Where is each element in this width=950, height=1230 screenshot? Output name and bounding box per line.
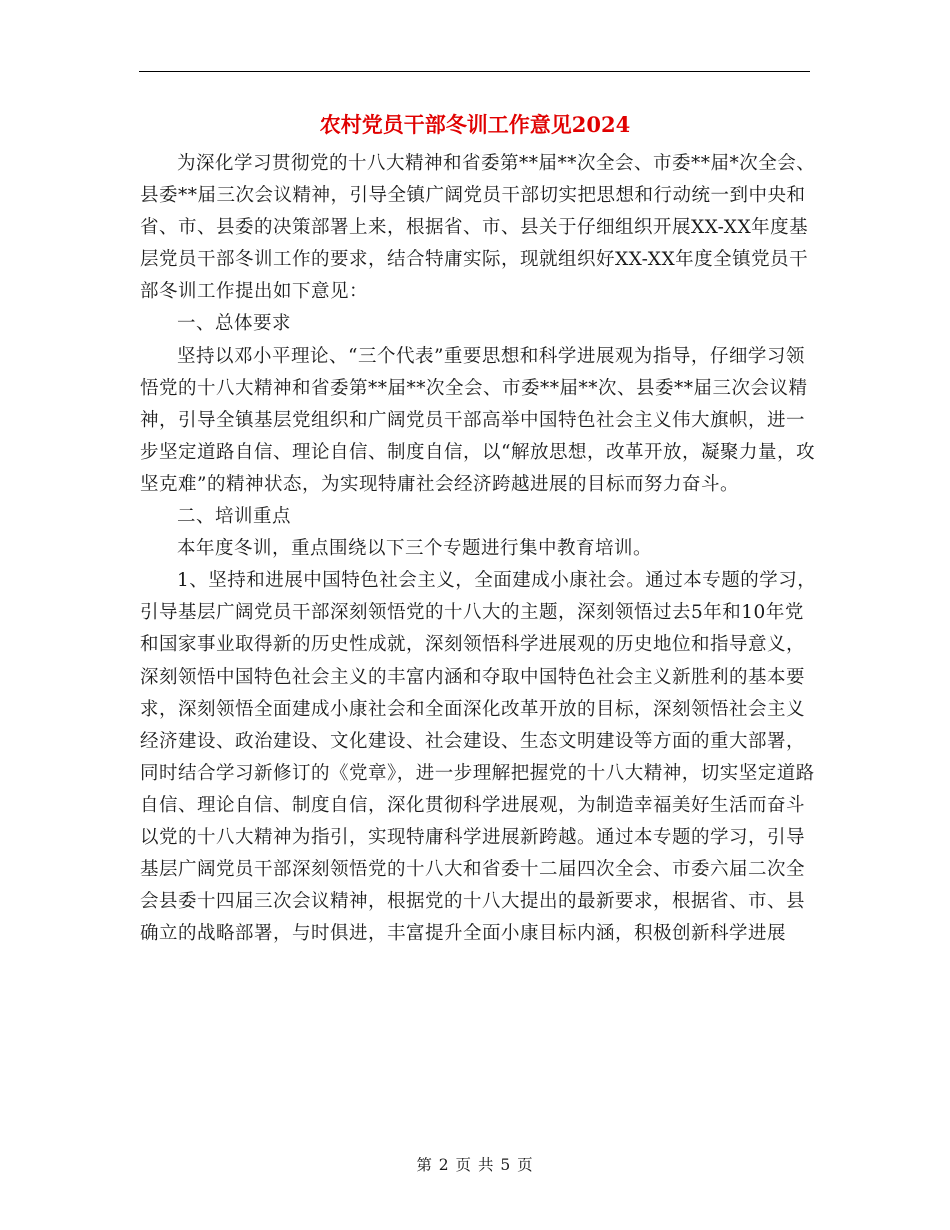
page-number-footer: 第 2 页 共 5 页 <box>416 1156 534 1174</box>
training-focus-intro: 本年度冬训，重点围绕以下三个专题进行集中教育培训。 <box>177 538 653 560</box>
topic-one-paragraph: 1、坚持和进展中国特色社会主义，全面建成小康社会。通过本专题的学习，引导基层广阔党员干部深刻领悟党的十八大的主题，深刻领悟过去5年和10年党和国家事业取得新的历史性成就，深刻领悟科学进展观的历史地位和指导意义，深刻领悟中国特色社会主义的丰富内涵和夺取中国特色社会主义新胜利的基本要求，深刻领悟全面建成小康社会和全面深化改革开放的目标，深刻领悟社会主义经济建设、政治建设、文化建设、社会建设、生态文明建设等方面的重大部署，同时结合学习新修订的《党章》，进一步理解把握党的十八大精神，切实坚定道路自信、理论自信、制度自信，深化贯彻科学进展观，为制造幸福美好生活而奋斗以党的十八大精神为指引，实现特庸科学进展新跨越。通过本专题的学习，引导基层广阔党员干部深刻领悟党的十八大和省委十二届四次全会、市委六届二次全会县委十四届三次会议精神，根据党的十八大提出的最新要求，根据省、市、县确立的战略部署，与时俱进，丰富提升全面小康目标内涵，积极创新科学进展 <box>140 570 817 945</box>
section-heading-general-requirements: 一、总体要求 <box>177 313 292 335</box>
document-title: 农村党员干部冬训工作意见2024 <box>319 112 631 137</box>
header-rule <box>139 71 810 72</box>
section-heading-training-focus: 二、培训重点 <box>177 506 292 528</box>
intro-paragraph: 为深化学习贯彻党的十八大精神和省委第**届**次全会、市委**届*次全会、县委**届三次会议精神，引导全镇广阔党员干部切实把思想和行动统一到中央和省、市、县委的决策部署上来，根据省、市、县关于仔细组织开展XX-XX年度基层党员干部冬训工作的要求，结合特庸实际，现就组织好XX-XX年度全镇党员干部冬训工作提出如下意见： <box>140 153 816 303</box>
document-body <box>140 148 820 950</box>
general-requirements-paragraph: 坚持以邓小平理论、“三个代表”重要思想和科学进展观为指导，仔细学习领悟党的十八大精神和省委第**届**次全会、市委**届**次、县委**届三次会议精神，引导全镇基层党组织和广阔党员干部高举中国特色社会主义伟大旗帜，进一步坚定道路自信、理论自信、制度自信，以“解放思想，改革开放，凝聚力量，攻坚克难”的精神状态，为实现特庸社会经济跨越进展的目标而努力奋斗。 <box>140 345 815 495</box>
